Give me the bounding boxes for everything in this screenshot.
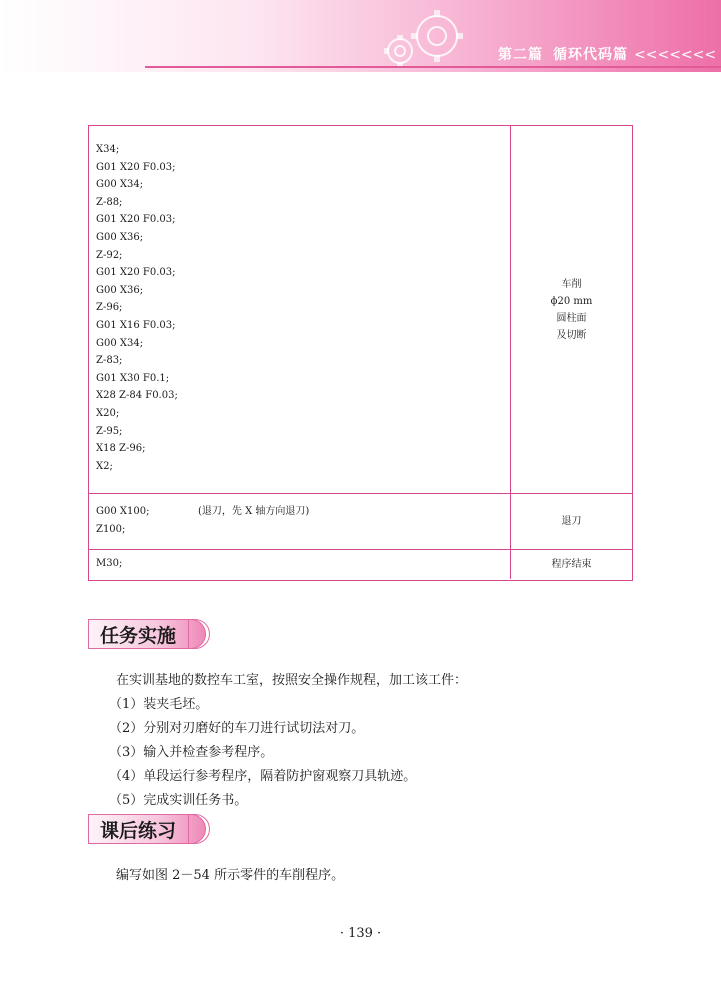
program-table: [88, 125, 633, 581]
paragraph: 编写如图 2－54 所示零件的车削程序。: [116, 868, 345, 883]
code-cell: [89, 550, 511, 579]
code-line: G00 X36;: [96, 284, 144, 296]
description-line: 及切断: [556, 329, 587, 341]
section-label: 循环代码篇: [553, 47, 628, 63]
banner-shape: [188, 814, 210, 844]
code-line: G01 X20 F0.03;: [96, 267, 176, 279]
code-line: X20;: [96, 407, 120, 419]
code-line: G01 X16 F0.03;: [96, 319, 176, 331]
list-item: （4）单段运行参考程序，隔着防护窗观察刀具轨迹。: [109, 769, 417, 784]
description-cell: [511, 550, 632, 579]
code-line: X34;: [96, 144, 120, 155]
chapter-label: 第二篇: [498, 47, 543, 63]
code-line: G01 X30 F0.1;: [96, 372, 170, 384]
page-number: · 139 ·: [339, 926, 382, 941]
header-arrows: <<<<<<<: [634, 47, 717, 63]
gear-decoration-icon: [365, 6, 475, 72]
code-line: Z-92;: [96, 249, 123, 261]
paragraph: 在实训基地的数控车工室，按照安全操作规程，加工该工件：: [116, 673, 468, 688]
description-line: 程序结束: [551, 559, 592, 570]
section-title: 任务实施: [100, 625, 177, 647]
code-line: G01 X20 F0.03;: [96, 161, 176, 173]
code-line: G00 X34;: [96, 179, 144, 191]
code-line: G00 X34;: [96, 337, 144, 349]
table-row: [89, 126, 632, 494]
code-line: [96, 503, 510, 521]
section-banner-task: [88, 617, 213, 651]
code-line: Z-83;: [96, 355, 123, 367]
list-item: （2）分别对刃磨好的车刀进行试切法对刀。: [109, 721, 365, 736]
description-line: 车削: [561, 278, 582, 290]
header-rule: [145, 66, 721, 68]
code-line: X2;: [96, 460, 113, 472]
running-header: [498, 44, 716, 64]
code-cell: [89, 126, 511, 493]
code-line: Z100;: [96, 523, 126, 535]
code-text: G00 X100;: [96, 506, 150, 517]
section-title: 课后练习: [100, 820, 177, 842]
code-line: Z-96;: [96, 302, 123, 314]
code-line: Z-88;: [96, 196, 123, 208]
code-line: X28 Z-84 F0.03;: [96, 390, 178, 402]
list-item: （1）装夹毛坯。: [109, 697, 209, 712]
section-banner-exercise: [88, 812, 213, 846]
code-comment: (退刀，先 X 轴方向退刀): [198, 506, 310, 517]
list-item: （5）完成实训任务书。: [109, 793, 248, 808]
code-line: M30;: [96, 558, 123, 569]
code-line: Z-95;: [96, 425, 123, 437]
banner-shape: [188, 619, 210, 649]
code-line: G01 X20 F0.03;: [96, 214, 176, 226]
table-row: [89, 494, 632, 550]
code-line: X18 Z-96;: [96, 443, 146, 455]
list-item: （3）输入并检查参考程序。: [109, 745, 274, 760]
description-cell: [511, 126, 632, 493]
description-cell: [511, 494, 632, 549]
table-row: [89, 550, 632, 579]
code-cell: [89, 494, 511, 549]
description-line: ϕ20 mm: [550, 295, 593, 307]
code-line: G00 X36;: [96, 231, 144, 243]
description-line: 退刀: [561, 516, 582, 527]
description-line: 圆柱面: [556, 312, 587, 324]
